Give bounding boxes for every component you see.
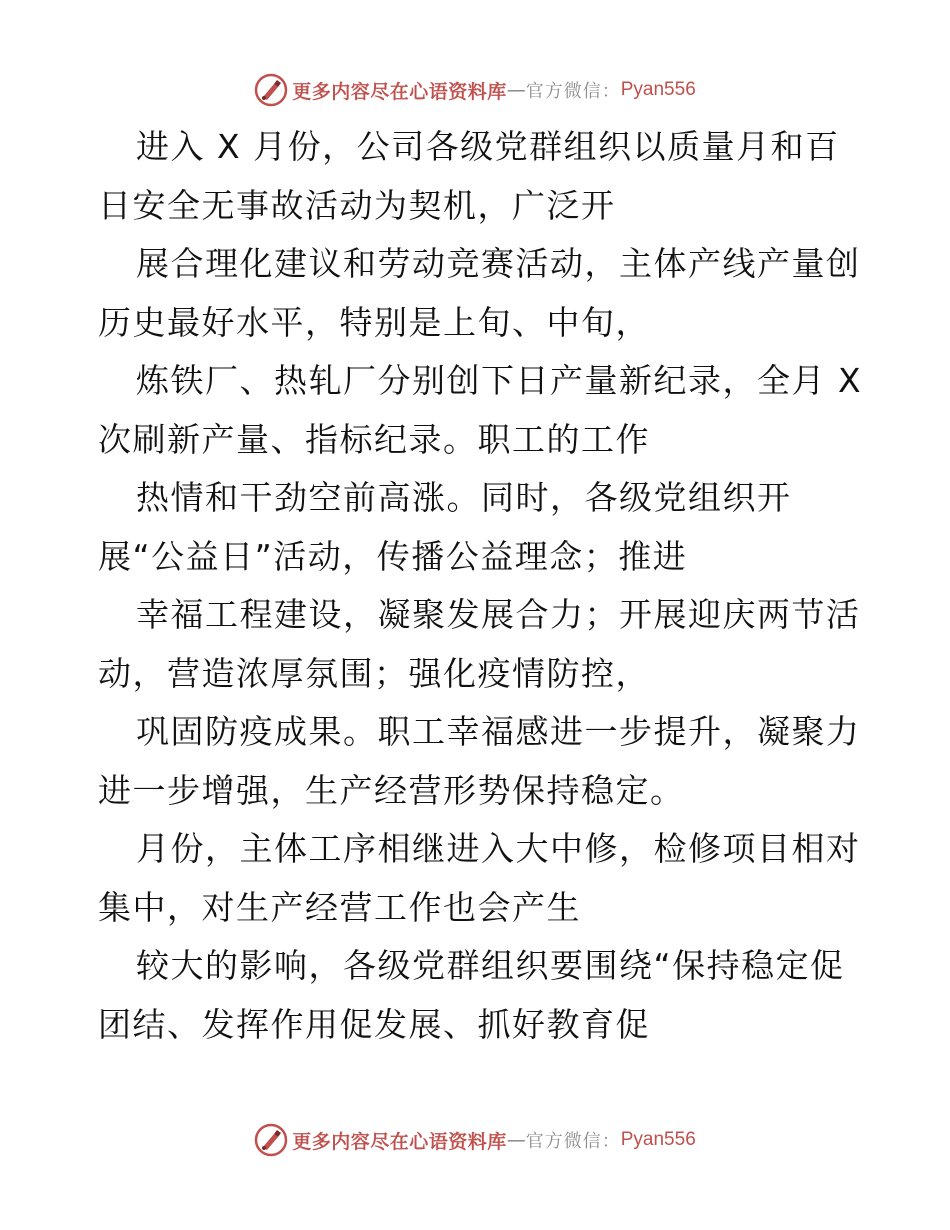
text-line: 集中，对生产经营工作也会产生	[98, 887, 581, 927]
banner-dash: —	[506, 79, 526, 101]
document-body	[98, 118, 863, 1054]
text-line: 动，营造浓厚氛围；强化疫情防控，	[98, 653, 650, 693]
text-line: 展合理化建议和劳动竞赛活动，主体产线产量创	[136, 244, 861, 283]
text-line: 炼铁厂、热轧厂分别创下日产量新纪录，全月 X	[136, 361, 863, 400]
text-line: 进一步增强，生产经营形势保持稳定。	[98, 770, 685, 810]
banner-wechat-label: 官方微信：	[525, 81, 621, 102]
text-line: 月份，主体工序相继进入大中修，检修项目相对	[136, 829, 861, 868]
text-line: 巩固防疫成果。职工幸福感进一步提升，凝聚力	[136, 712, 861, 751]
banner-wechat-id: Pyan556	[620, 1129, 696, 1150]
text-line: 次刷新产量、指标纪录。职工的工作	[98, 419, 650, 459]
text-line: 历史最好水平，特别是上旬、中旬，	[98, 302, 650, 342]
text-line: 日安全无事故活动为契机，广泛开	[98, 185, 616, 225]
banner-wechat-id: Pyan556	[620, 79, 696, 100]
banner-main-text: 更多内容尽在心语资料库	[292, 1130, 507, 1153]
text-line: 进入 X 月份，公司各级党群组织以质量月和百	[136, 127, 840, 166]
pen-logo-icon	[254, 1123, 288, 1157]
text-line: 较大的影响，各级党群组织要围绕“保持稳定促	[136, 946, 845, 985]
text-line: 幸福工程建设，凝聚发展合力；开展迎庆两节活	[136, 595, 861, 634]
banner-main-text: 更多内容尽在心语资料库	[292, 80, 507, 103]
text-line: 团结、发挥作用促发展、抓好教育促	[98, 1004, 650, 1044]
text-line: 热情和干劲空前高涨。同时，各级党组织开	[136, 478, 792, 517]
footer-watermark-banner	[0, 1120, 950, 1160]
text-line: 展“公益日”活动，传播公益理念；推进	[98, 536, 688, 576]
pen-logo-icon	[254, 73, 288, 107]
banner-wechat-label: 官方微信：	[525, 1131, 621, 1152]
banner-dash: —	[506, 1129, 526, 1151]
header-watermark-banner	[0, 70, 950, 110]
